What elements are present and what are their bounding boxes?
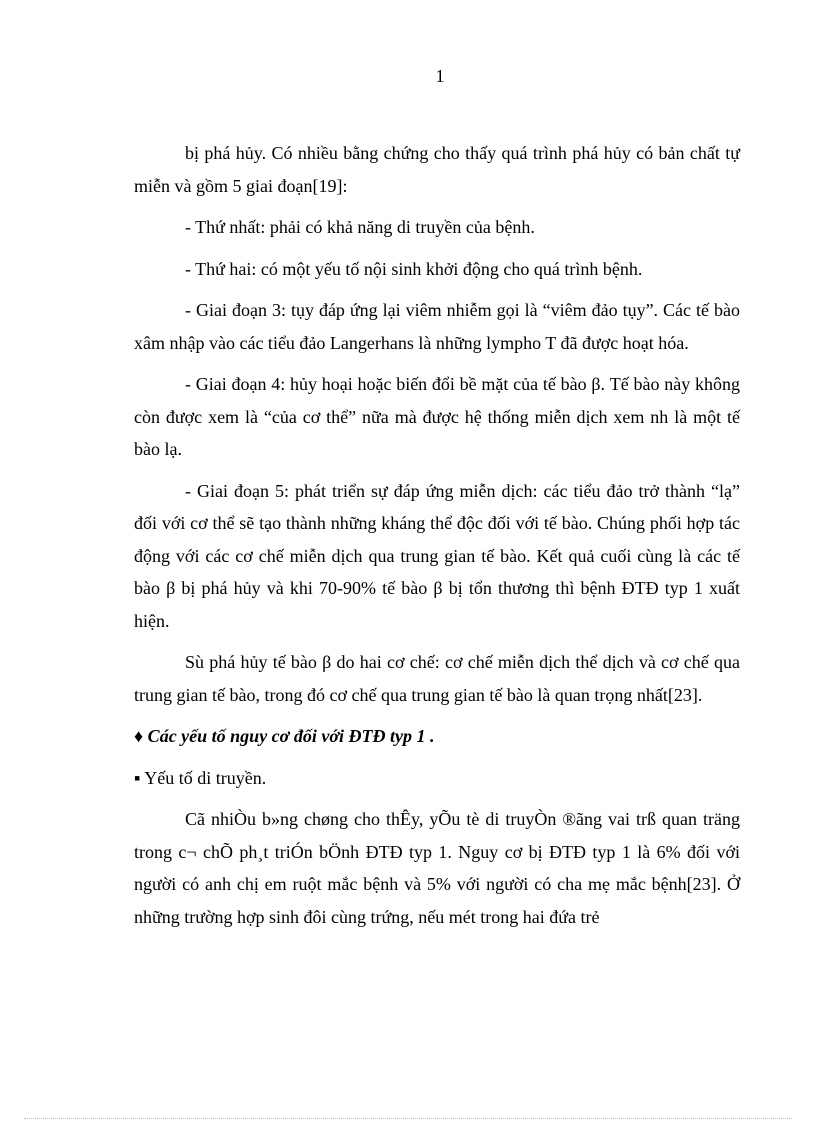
page-number: 1 [435, 66, 445, 86]
stage-5-paragraph: - Giai đoạn 5: phát triển sự đáp ứng miễn dịch: các tiểu đảo trở thành “lạ” đối với cơ thể sẽ tạo thành những kháng thể độc đối với tế bào. Chúng phối hợp tác động với các cơ chế miễn dịch qua trung gian tế bào. Kết quả cuối cùng là các tế bào β bị phá hủy và khi 70-90% tế bào β bị tổn thương thì bệnh ĐTĐ typ 1 xuất hiện. [134, 480, 740, 631]
stage-4-paragraph: - Giai đoạn 4: hủy hoại hoặc biến đổi bề mặt của tế bào β. Tế bào này không còn được xem là “của cơ thể” nữa mà được hệ thống miễn dịch xem nh là một tế bào lạ. [134, 374, 740, 459]
paragraph: bị phá hủy. Có nhiều bằng chứng cho thấy quá trình phá hủy có bản chất tự miễn và gồm 5 giai đoạn[19]: [134, 143, 740, 196]
list-item-second: - Thứ hai: có một yếu tố nội sinh khởi động cho quá trình bệnh. [185, 258, 643, 279]
document-body [134, 137, 740, 942]
stage-3-paragraph: - Giai đoạn 3: tụy đáp ứng lại viêm nhiễm gọi là “viêm đảo tụy”. Các tế bào xâm nhập vào các tiểu đảo Langerhans là những lympho T đã được hoạt hóa. [134, 300, 740, 353]
sub-heading: ▪ Yếu tố di truyền. [134, 767, 267, 788]
mechanism-paragraph: Sù phá hủy tế bào β do hai cơ chế: cơ chế miễn dịch thể dịch và cơ chế qua trung gian tế bào, trong đó cơ chế qua trung gian tế bào là quan trọng nhất[23]. [134, 652, 740, 705]
section-heading: ♦ Các yếu tố nguy cơ đối với ĐTĐ typ 1 . [134, 726, 435, 746]
genetic-factor-paragraph: Cã nhiÒu b»ng chøng cho thÊy, yÕu tè di truyÒn ®ãng vai trß quan träng trong c¬ chÕ ph¸t triÓn bÖnh ĐTĐ typ 1. Nguy cơ bị ĐTĐ typ 1 là 6% đối với người có anh chị em ruột mắc bệnh và 5% với người có cha mẹ mắc bệnh[23]. Ở những trường hợp sinh đôi cùng trứng, nếu mét trong hai đứa trẻ [134, 809, 740, 927]
page-bottom-border [24, 1118, 792, 1119]
list-item-first: - Thứ nhất: phải có khả năng di truyền của bệnh. [185, 217, 535, 237]
